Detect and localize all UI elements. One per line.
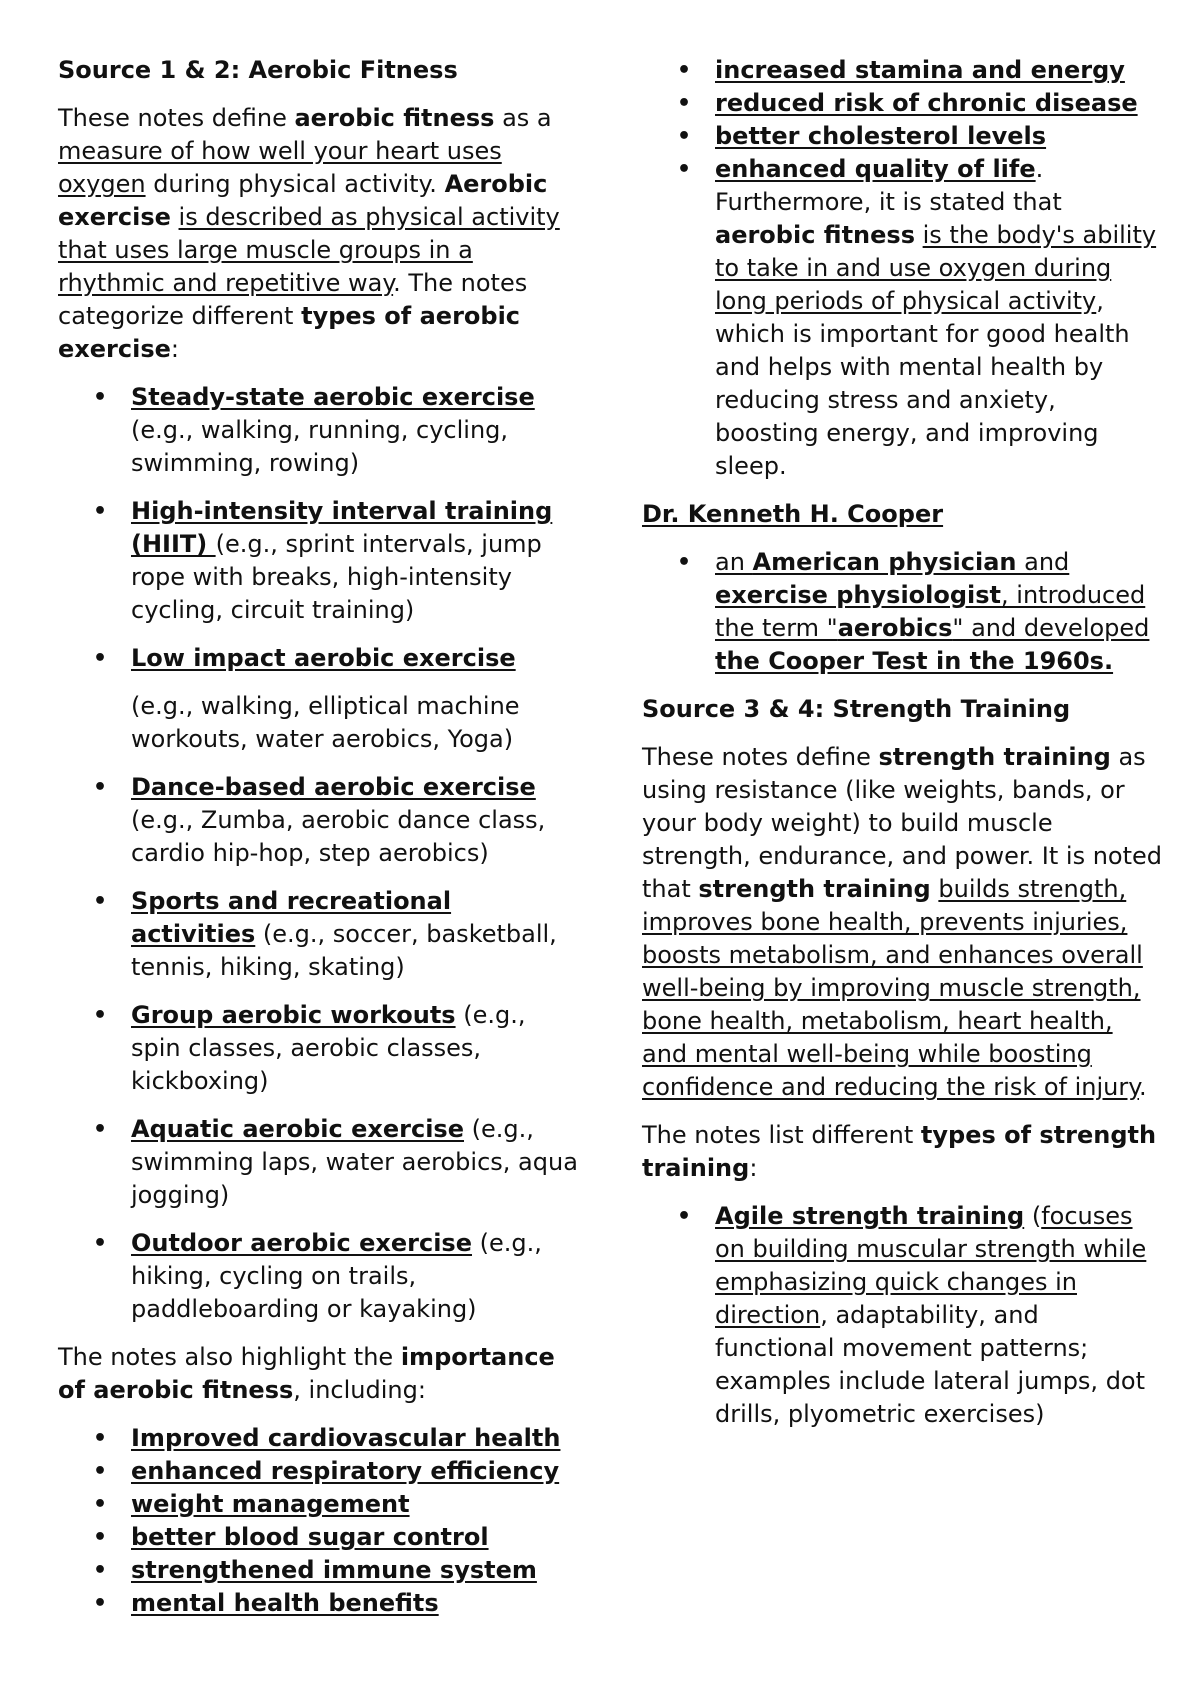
strength-types-intro: The notes list different types of strength training: (642, 1121, 1157, 1182)
aerobic-types-list (58, 381, 578, 1326)
list-item: • Group aerobic workouts (e.g., spin classes, aerobic classes, kickboxing) (58, 999, 578, 1098)
list-item: • Aquatic aerobic exercise (e.g., swimming laps, water aerobics, aqua jogging) (58, 1113, 578, 1212)
heading-aerobic-fitness: Source 1 & 2: Aerobic Fitness (58, 56, 458, 84)
list-item: • enhanced quality of life. Furthermore, it is stated that aerobic fitness is the body's ability to take in and use oxygen during long periods of physical activity, which is important for good health and helps with mental health by reducing stress and anxiety, boosting energy, and improving sleep. (642, 153, 1162, 483)
list-item: • better blood sugar control (58, 1521, 578, 1554)
list-item: • High-intensity interval training (HIIT) (e.g., sprint intervals, jump rope with breaks, high-intensity cycling, circuit training) (58, 495, 578, 627)
list-item: • enhanced respiratory efficiency (58, 1455, 578, 1488)
list-item: • mental health benefits (58, 1587, 578, 1620)
list-item: • strengthened immune system (58, 1554, 578, 1587)
list-item: • Steady-state aerobic exercise (e.g., walking, running, cycling, swimming, rowing) (58, 381, 578, 480)
list-item: • Improved cardiovascular health (58, 1422, 578, 1455)
left-column (58, 54, 578, 1635)
benefits-list (58, 1422, 578, 1620)
list-item: • Outdoor aerobic exercise (e.g., hiking, cycling on trails, paddleboarding or kayaking) (58, 1227, 578, 1326)
aerobic-intro-paragraph: These notes define aerobic fitness as a measure of how well your heart uses oxygen during physical activity. Aerobic exercise is described as physical activity that uses large muscle groups in a rhythmic and repetitive way. The notes categorize different types of aerobic exercise: (58, 104, 560, 363)
list-item: • increased stamina and energy (642, 54, 1162, 87)
strength-types-list (642, 1200, 1162, 1431)
list-item: • better cholesterol levels (642, 120, 1162, 153)
benefits-list-continued (642, 54, 1162, 483)
heading-cooper: Dr. Kenneth H. Cooper (642, 500, 944, 528)
cooper-list (642, 546, 1162, 678)
list-item: • an American physician and exercise physiologist, introduced the term "aerobics" and developed the Cooper Test in the 1960s. (642, 546, 1162, 678)
list-item: • Dance-based aerobic exercise (e.g., Zumba, aerobic dance class, cardio hip-hop, step aerobics) (58, 771, 578, 870)
heading-strength-training: Source 3 & 4: Strength Training (642, 695, 1071, 723)
list-item: • Low impact aerobic exercise (e.g., walking, elliptical machine workouts, water aerobics, Yoga) (58, 642, 578, 756)
right-column (642, 54, 1162, 1446)
importance-paragraph: The notes also highlight the importance of aerobic fitness, including: (58, 1343, 555, 1404)
list-item: • reduced risk of chronic disease (642, 87, 1162, 120)
list-item: • weight management (58, 1488, 578, 1521)
list-item: • Agile strength training (focuses on building muscular strength while emphasizing quick changes in direction, adaptability, and functional movement patterns; examples include lateral jumps, dot drills, plyometric exercises) (642, 1200, 1162, 1431)
list-item: • Sports and recreational activities (e.g., soccer, basketball, tennis, hiking, skating) (58, 885, 578, 984)
strength-paragraph: These notes define strength training as using resistance (like weights, bands, or your body weight) to build muscle strength, endurance, and power. It is noted that strength training builds strength, improves bone health, prevents injuries, boosts metabolism, and enhances overall well-being by improving muscle strength, bone health, metabolism, heart health, and mental well-being while boosting confidence and reducing the risk of injury. (642, 743, 1163, 1101)
